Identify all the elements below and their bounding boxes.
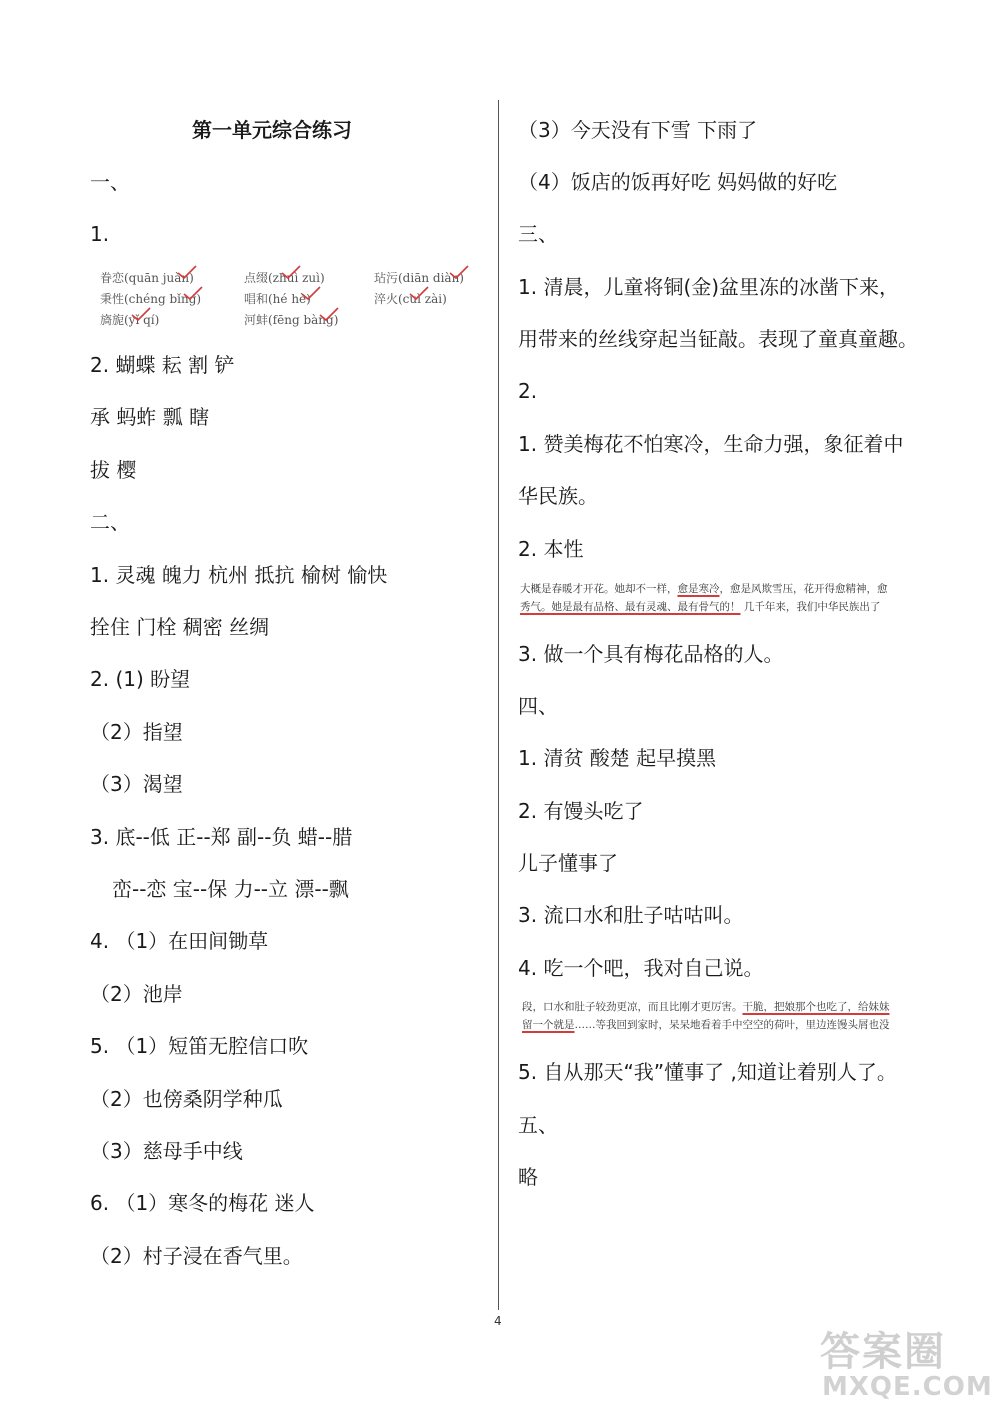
pinyin-item: 河蚌(fēng bàng): [244, 313, 339, 327]
answer-line: 2. 本性: [518, 537, 584, 561]
answer-line: 用带来的丝线穿起当钲敲。表现了童真童趣。: [518, 327, 918, 351]
answer-line: 略: [518, 1165, 538, 1189]
answer-line: （3）渴望: [90, 772, 183, 796]
check-mark-icon: [182, 285, 204, 301]
answer-line: 3. 做一个具有梅花品格的人。: [518, 642, 784, 666]
pinyin-item: 淬火(cuì zài): [374, 292, 447, 306]
answer-line: （4）饭店的饭再好吃 妈妈做的好吃: [518, 170, 838, 194]
section-heading-4: 四、: [518, 694, 558, 718]
answer-line: （3）今天没有下雪 下雨了: [518, 118, 758, 142]
watermark-text: 答案圈: [820, 1329, 946, 1375]
underlined-text: 愈是寒冷: [677, 583, 720, 595]
excerpt-text: ……等我回到家时，呆呆地看着手中空空的荷叶，里边连馒头屑也没: [574, 1019, 890, 1031]
answer-line: 2.: [518, 379, 538, 403]
excerpt-line: [520, 580, 888, 598]
underlined-text: 秀气。: [520, 601, 552, 613]
check-mark-icon: [280, 264, 302, 280]
section-heading-2: 二、: [90, 510, 130, 534]
answer-line: 4. 吃一个吧，我对自己说。: [518, 956, 764, 980]
excerpt-line: [520, 598, 880, 616]
underlined-text: 她是最有品格、最有灵魂、最有骨气的！: [551, 601, 741, 613]
check-mark-icon: [448, 264, 470, 280]
answer-line: 4. （1）在田间锄草: [90, 929, 269, 953]
answer-line: 1. 灵魂 魄力 杭州 抵抗 榆树 愉快: [90, 563, 388, 587]
answer-line: 拔 樱: [90, 458, 137, 482]
answer-line: 2. 有馒头吃了: [518, 799, 644, 823]
pinyin-item: 玷污(diān diàn): [374, 271, 464, 285]
underlined-text: 干脆，把娘那个也吃了，给妹妹: [742, 1001, 890, 1013]
pinyin-item: 唱和(hé hè): [244, 292, 311, 306]
answer-line: （3）慈母手中线: [90, 1139, 243, 1163]
excerpt-text: 几千年来，我们中华民族出了: [740, 601, 881, 613]
answer-line: 承 蚂蚱 瓢 瞎: [90, 405, 210, 429]
pinyin-item: 秉性(chéng bǐng): [100, 292, 202, 306]
answer-line: 6. （1）寒冬的梅花 迷人: [90, 1191, 315, 1215]
excerpt-text: 段，口水和肚子较劲更凉，而且比刚才更厉害。: [522, 1001, 743, 1013]
answer-line: 峦--恋 宝--保 力--立 漂--飘: [112, 877, 349, 901]
section-heading-3: 三、: [518, 222, 558, 246]
excerpt-line: [522, 1016, 890, 1034]
watermark-logo: [820, 1320, 995, 1406]
answer-line: 3. 流口水和肚子咕咕叫。: [518, 903, 744, 927]
page-title: 第一单元综合练习: [192, 118, 352, 142]
pinyin-item: 眷恋(quān juàn): [100, 271, 194, 285]
answer-line: （2）池岸: [90, 982, 183, 1006]
answer-line: （2）村子浸在香气里。: [90, 1244, 303, 1268]
page-number: 4: [494, 1314, 502, 1328]
answer-line: （2）指望: [90, 720, 183, 744]
answer-line: 1. 清贫 酸楚 起早摸黑: [518, 746, 717, 770]
section-heading-5: 五、: [518, 1113, 558, 1137]
answer-line: 2. 蝴蝶 耘 割 铲: [90, 353, 235, 377]
excerpt-text: ，愈是风欺雪压，花开得愈精神，愈: [719, 583, 888, 595]
answer-line: （2）也傍桑阴学种瓜: [90, 1087, 283, 1111]
check-mark-icon: [318, 306, 340, 322]
answer-line: 3. 底--低 正--郑 副--负 蜡--腊: [90, 825, 353, 849]
section-heading-1: 一、: [90, 170, 130, 194]
answer-line: 2. (1) 盼望: [90, 667, 191, 691]
check-mark-icon: [176, 264, 198, 280]
answer-line: 5. 自从那天“我”懂事了 ,知道让着别人了。: [518, 1060, 897, 1084]
check-mark-icon: [130, 306, 152, 322]
excerpt-text: 大概是春暖才开花。她却不一样，: [520, 583, 678, 595]
check-mark-icon: [408, 285, 430, 301]
pinyin-item: 点缀(zhuì zuì): [244, 271, 325, 285]
answer-line: 1. 赞美梅花不怕寒冷，生命力强，象征着中: [518, 432, 904, 456]
pinyin-item: 旖旎(yǐ qí): [100, 313, 160, 327]
underlined-text: 留一个就是: [522, 1019, 575, 1031]
question-1-label: 1.: [90, 222, 110, 246]
answer-line: 儿子懂事了: [518, 851, 618, 875]
answer-line: 华民族。: [518, 484, 598, 508]
check-mark-icon: [300, 285, 322, 301]
excerpt-line: [522, 998, 890, 1016]
answer-line: 拴住 门栓 稠密 丝绸: [90, 615, 270, 639]
answer-line: 1. 清晨，儿童将铜(金)盆里冻的冰凿下来，: [518, 275, 900, 299]
watermark-url: MXQE.COM: [822, 1372, 993, 1402]
column-divider: [498, 100, 499, 1310]
answer-line: 5. （1）短笛无腔信口吹: [90, 1034, 309, 1058]
